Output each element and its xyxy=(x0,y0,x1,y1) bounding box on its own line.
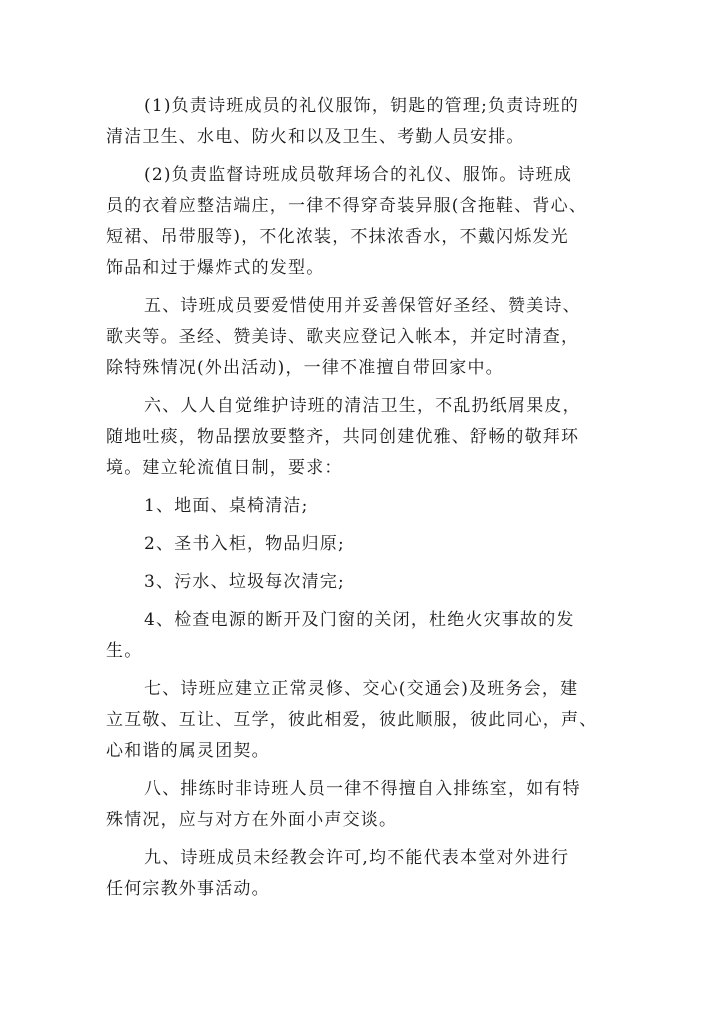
text-line: 八、排练时非诗班人员一律不得擅自入排练室，如有特 xyxy=(144,779,581,799)
text-line: 1、地面、桌椅清洁; xyxy=(144,496,309,516)
text-line: 员的衣着应整洁端庄，一律不得穿奇装异服(含拖鞋、背心、 xyxy=(106,196,588,216)
text-line: 六、人人自觉维护诗班的清洁卫生，不乱扔纸屑果皮， xyxy=(144,396,581,416)
text-line: 七、诗班应建立正常灵修、交心(交通会)及班务会，建 xyxy=(144,679,579,699)
text-line: 任何宗教外事活动。 xyxy=(106,879,270,899)
paragraph-duty-1 xyxy=(106,91,626,153)
text-line: (1)负责诗班成员的礼仪服饰，钥匙的管理;负责诗班的 xyxy=(144,96,580,116)
text-line: 心和谐的属灵团契。 xyxy=(106,741,270,761)
text-line: 歌夹等。圣经、赞美诗、歌夹应登记入帐本，并定时清查， xyxy=(106,327,580,347)
text-line: 九、诗班成员未经教会许可,均不能代表本堂对外进行 xyxy=(144,848,570,868)
paragraph-rule-9 xyxy=(106,843,626,905)
text-line: 饰品和过于爆炸式的发型。 xyxy=(106,258,325,278)
document-body xyxy=(106,91,626,912)
text-line: 除特殊情况(外出活动)，一律不准擅自带回家中。 xyxy=(106,358,504,378)
text-line: (2)负责监督诗班成员敬拜场合的礼仪、服饰。诗班成 xyxy=(144,165,573,185)
text-line: 清洁卫生、水电、防火和以及卫生、考勤人员安排。 xyxy=(106,127,525,147)
paragraph-rule-6 xyxy=(106,391,626,484)
text-line: 境。建立轮流值日制，要求： xyxy=(106,458,343,478)
text-line: 3、污水、垃圾每次清完; xyxy=(144,572,345,592)
text-line: 2、圣书入柜，物品归原; xyxy=(144,534,345,554)
paragraph-rule-7 xyxy=(106,674,626,767)
text-line: 随地吐痰，物品摆放要整齐，共同创建优雅、舒畅的敬拜环 xyxy=(106,427,580,447)
text-line: 短裙、吊带服等)，不化浓装，不抹浓香水，不戴闪烁发光 xyxy=(106,227,569,247)
text-line: 4、检查电源的断开及门窗的关闭，杜绝火灾事故的发 xyxy=(144,610,575,630)
text-line: 殊情况，应与对方在外面小声交谈。 xyxy=(106,810,398,830)
text-line: 立互敬、互让、互学，彼此相爱，彼此顺服，彼此同心，声、 xyxy=(106,710,598,730)
paragraph-duty-2 xyxy=(106,160,626,284)
paragraph-rule-8 xyxy=(106,774,626,836)
list-item-4 xyxy=(106,605,626,667)
list-item-1 xyxy=(106,491,626,522)
list-item-3 xyxy=(106,567,626,598)
list-item-2 xyxy=(106,529,626,560)
text-line: 五、诗班成员要爱惜使用并妥善保管好圣经、赞美诗、 xyxy=(144,296,581,316)
text-line: 生。 xyxy=(106,641,143,661)
paragraph-rule-5 xyxy=(106,291,626,384)
